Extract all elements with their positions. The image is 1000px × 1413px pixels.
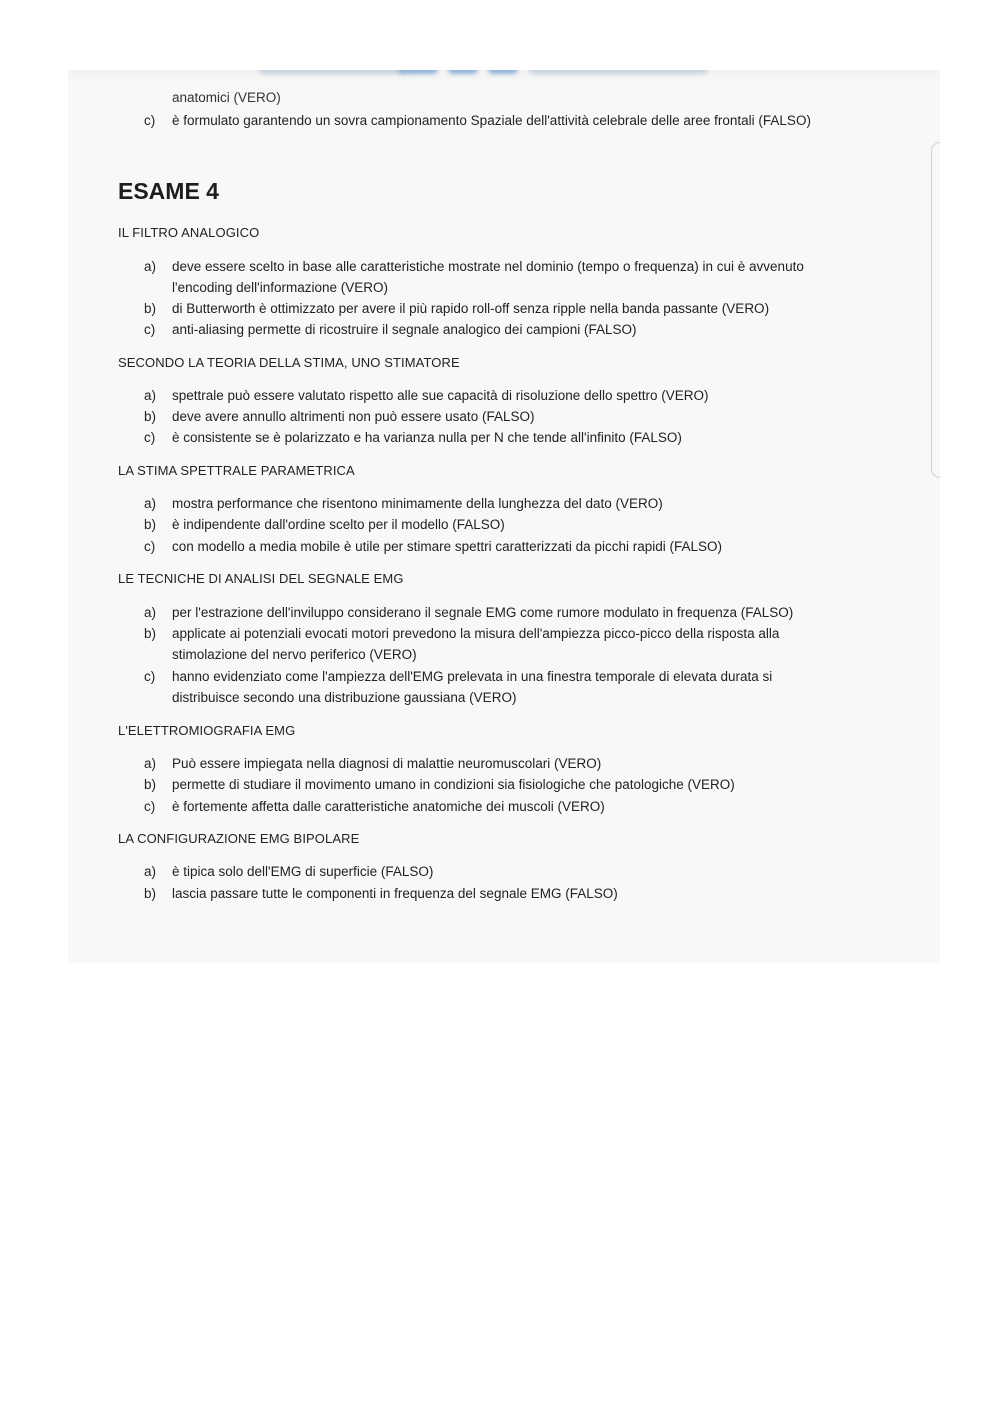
item-label: b): [144, 301, 157, 316]
item-text: spettrale può essere valutato rispetto alle sue capacità di risoluzione dello spettro (VERO): [172, 388, 709, 403]
item-text: è formulato garantendo un sovra campionamento Spaziale dell'attività celebrale delle aree frontali (FALSO): [172, 113, 811, 128]
item-label: a): [144, 496, 157, 511]
question-title: IL FILTRO ANALOGICO: [118, 225, 260, 240]
list-item: [144, 861, 872, 882]
item-text-cont: l'encoding dell'informazione (VERO): [172, 280, 389, 295]
truncated-line: anatomici (VERO): [172, 90, 281, 105]
page-title: ESAME 4: [118, 178, 219, 204]
item-label: a): [144, 259, 157, 274]
item-label: a): [144, 388, 157, 403]
item-label: c): [144, 799, 156, 814]
item-label: a): [144, 756, 157, 771]
item-label: b): [144, 626, 157, 641]
list-item: [144, 385, 872, 406]
list-item: [144, 514, 872, 535]
item-text: con modello a media mobile è utile per stimare spettri caratterizzati da picchi rapidi (FALSO): [172, 539, 722, 554]
blurred-toolbar-fragment: [528, 70, 708, 74]
list-item: [144, 623, 872, 665]
list-item: [144, 110, 872, 131]
question-title: LA CONFIGURAZIONE EMG BIPOLARE: [118, 831, 360, 846]
list-item: [144, 256, 872, 298]
item-text: deve avere annullo altrimenti non può essere usato (FALSO): [172, 409, 535, 424]
scroll-handle[interactable]: [931, 142, 940, 478]
list-item: [144, 883, 872, 904]
item-label: b): [144, 517, 157, 532]
list-item: [144, 319, 872, 340]
list-item: [144, 298, 872, 319]
item-label: c): [144, 669, 156, 684]
item-label: c): [144, 539, 156, 554]
question-title: L'ELETTROMIOGRAFIA EMG: [118, 723, 296, 738]
item-text: è tipica solo dell'EMG di superficie (FALSO): [172, 864, 434, 879]
list-item: [144, 427, 872, 448]
question-title: SECONDO LA TEORIA DELLA STIMA, UNO STIMATORE: [118, 355, 460, 370]
list-item: [144, 406, 872, 427]
item-label: c): [144, 113, 156, 128]
document-page: [68, 70, 940, 963]
blurred-toolbar-fragment: [488, 70, 518, 74]
list-item: [144, 666, 872, 708]
item-text: hanno evidenziato come l'ampiezza dell'EMG prelevata in una finestra temporale di elevata durata si: [172, 669, 773, 684]
item-text-cont: distribuisce secondo una distribuzione gaussiana (VERO): [172, 690, 517, 705]
item-text: permette di studiare il movimento umano in condizioni sia fisiologiche che patologiche (VERO): [172, 777, 735, 792]
item-text: lascia passare tutte le componenti in frequenza del segnale EMG (FALSO): [172, 886, 618, 901]
item-text: è indipendente dall'ordine scelto per il modello (FALSO): [172, 517, 505, 532]
item-text: deve essere scelto in base alle caratteristiche mostrate nel dominio (tempo o frequenza) in cui è avvenuto: [172, 259, 804, 274]
blurred-toolbar-fragment: [398, 70, 438, 74]
blurred-toolbar-fragment: [258, 70, 408, 74]
blurred-toolbar-fragment: [448, 70, 478, 74]
item-label: c): [144, 430, 156, 445]
item-text: per l'estrazione dell'inviluppo considerano il segnale EMG come rumore modulato in frequenza (FALSO): [172, 605, 794, 620]
question-title: LA STIMA SPETTRALE PARAMETRICA: [118, 463, 355, 478]
question-title: LE TECNICHE DI ANALISI DEL SEGNALE EMG: [118, 571, 404, 586]
item-label: b): [144, 777, 157, 792]
item-label: c): [144, 322, 156, 337]
item-text: Può essere impiegata nella diagnosi di malattie neuromuscolari (VERO): [172, 756, 602, 771]
list-item: [144, 774, 872, 795]
item-text-cont: stimolazione del nervo periferico (VERO): [172, 647, 417, 662]
list-item: [144, 493, 872, 514]
list-item: [144, 753, 872, 774]
item-label: a): [144, 864, 157, 879]
item-text: è consistente se è polarizzato e ha varianza nulla per N che tende all'infinito (FALSO): [172, 430, 682, 445]
item-label: a): [144, 605, 157, 620]
item-text: di Butterworth è ottimizzato per avere il più rapido roll-off senza ripple nella banda passante (VERO): [172, 301, 770, 316]
list-item: [144, 536, 872, 557]
list-item: [144, 602, 872, 623]
item-text: è fortemente affetta dalle caratteristiche anatomiche dei muscoli (VERO): [172, 799, 605, 814]
item-text: mostra performance che risentono minimamente della lunghezza del dato (VERO): [172, 496, 663, 511]
item-label: b): [144, 886, 157, 901]
item-text: applicate ai potenziali evocati motori prevedono la misura dell'ampiezza picco-picco della risposta alla: [172, 626, 780, 641]
list-item: [144, 796, 872, 817]
item-label: b): [144, 409, 157, 424]
item-text: anti-aliasing permette di ricostruire il segnale analogico dei campioni (FALSO): [172, 322, 637, 337]
